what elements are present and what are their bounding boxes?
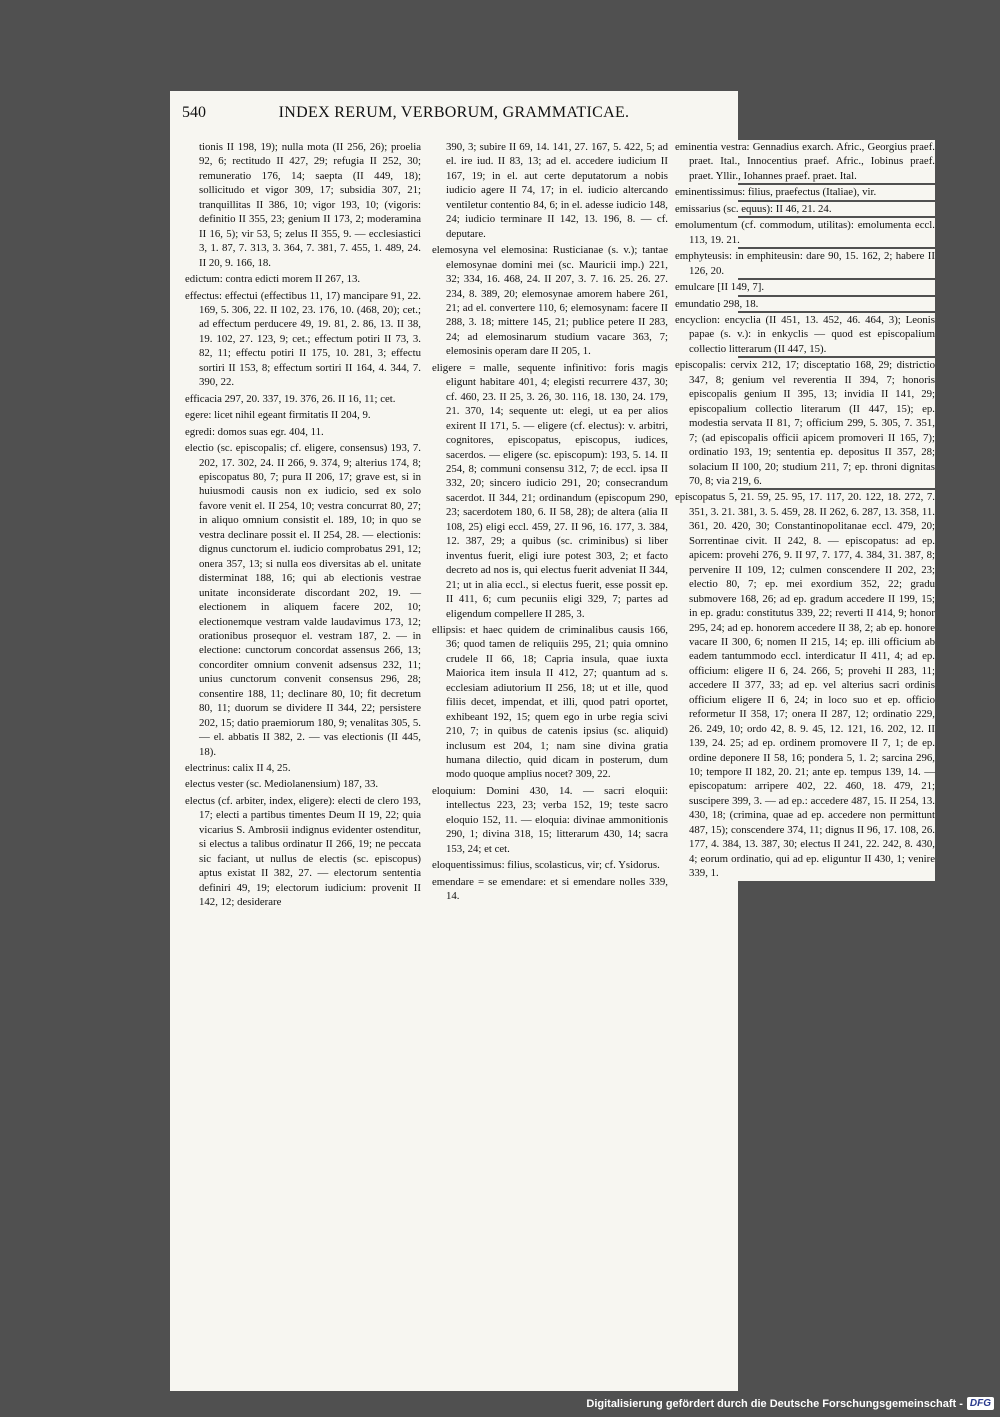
index-entry: elemosyna vel elemosina: Rusticianae (s. v.); tantae elemosynae domini mei (sc. Mauricii imp.) 221, 32; 334, 16. 468, 24. II 207, 3. 7. 16. 25. 26. 27. 234, 8. 389, 20; elemosynae amorem habere 261, 21; ad el. convertere 110, 6; elemosynam: facere II 288, 3. 18; mittere 145, 21; publice petere II 283, 24; ad elemosinarum studium vacare 363, 7; elemosinis operam dare II 205, 1.	[432, 244, 668, 358]
index-entry: 390, 3; subire II 69, 14. 141, 27. 167, 5. 422, 5; ad el. ire iud. II 83, 13; ad el. accedere iudicium II 167, 19; in el. aut certe deputatorum a nobis iudicio agere II 74, 17; in el. iudicio altercando ventiletur contentio 84, 6; in el. adesse iudicio 148, 24; iudicio terminare II 142, 13. 196, 8. — cf. deputare.	[446, 141, 668, 240]
page-number: 540	[182, 104, 206, 121]
index-entry: ellipsis: et haec quidem de criminalibus causis 166, 36; quod tamen de reliquiis 295, 21; quia omnino crudele II 66, 18; Capria insula, quae iuxta Maiorica item insula II 412, 27; quantum ad s. ecclesiam adiutorium II 256, 18; ut et ille, quod filiis decet, impendat, et illi, quod patri oportet, exhibeant 192, 15; quem ego in urbe regia scivi 210, 7; in quibus de catenis ipsius (sc. aliquid) inclusum est 204, 1; nam sine divina gratia humana dilectio, quid dicam in posterum, dum modo quoque amplius nocet? 309, 22.	[432, 623, 668, 781]
index-entry: emendare = se emendare: et si emendare nolles 339, 14.	[432, 875, 668, 903]
index-entry: encyclion: encyclia (II 451, 13. 452, 46. 464, 3); Leonis papae (s. v.): in enkyclis — quod est episcopalium collectio litterarum (II 447, 15).	[675, 313, 935, 355]
column-middle	[432, 140, 668, 905]
index-entry: tionis II 198, 19); nulla mota (II 256, 26); proelia 92, 6; rectitudo II 427, 29; refugia II 252, 30; remuneratio 176, 14; saepta (II 449, 18); sollicitudo et vigor 309, 17; subsidia 307, 21; tranquillitas II 386, 10; vigor 193, 10; (vigoris: definitio II 355, 23; genium II 173, 2; moderamina II 16, 5); vir 53, 5; zelus II 355, 9. — ecclesiastici 3, 1. 87, 7. 313, 3. 364, 7. 381, 7. 455, 1. 489, 24. II 20, 9. 166, 18.	[199, 141, 421, 269]
index-entry: eminentissimus: filius, praefectus (Italiae), vir.	[675, 185, 935, 199]
footer-funding-note	[586, 1397, 994, 1410]
footer-text: Digitalisierung gefördert durch die Deutsche Forschungsgemeinschaft -	[586, 1397, 963, 1410]
column-left	[185, 140, 421, 911]
dfg-logo: DFG	[967, 1397, 994, 1410]
index-entry: effectus: effectui (effectibus 11, 17) mancipare 91, 22. 169, 5. 306, 22. II 102, 23. 176, 10. (468, 20); cet.; ad effectum perducere 49, 19. 81, 2. 86, 13. II 38, 19. 102, 27. 123, 9; cet.; effectum potiri II 73, 3. 82, 11; effectu potiri II 175, 10. 281, 3; effectu sortiri II 153, 8; effectum sortiri II 164, 4. 344, 7. 390, 22.	[185, 289, 421, 389]
index-entry: emolumentum (cf. commodum, utilitas): emolumenta eccl. 113, 19. 21.	[675, 219, 935, 246]
index-entry: emulcare [II 149, 7].	[675, 280, 935, 294]
index-entry: emundatio 298, 18.	[675, 297, 935, 311]
index-entry: electio (sc. episcopalis; cf. eligere, consensus) 193, 7. 202, 17. 302, 24. II 266, 9. 374, 9; alterius 174, 8; episcopatus 80, 7; pura II 206, 17; grave est, si in huiusmodi causis non ex iudicio, sed ex solo favore venit el. II 254, 10; vestra concurrat 80, 27; in aliquo omnium consistit el. 189, 10; in quo se vestra declinare possit el. II 254, 28. — electionis: dignus cunctorum el. iudicio comprobatus 291, 12; onera 357, 13; si nulla eos diversitas ab el. unitate disterminat 188, 16; qui ab electionis vestrae unitate inconsiderate discordant 202, 19. — electionem in aliquem facere 202, 10; electionemque vestram valde laudavimus 173, 12; orationibus prosequor el. vestram 187, 2. — in electione: cunctorum concordat assensus 266, 13; concorditer omnium convenit adsensus 232, 11; unius cunctorum convenit consensus 296, 28; consentire 188, 11; declinare 80, 10; fit decretum 80, 11; duorum se dividere II 344, 22; persistere 202, 15; datio praemiorum 180, 9; venalitas 305, 5. — el. abbatis II 382, 2. — vas electionis (II 445, 18).	[185, 442, 421, 758]
index-entry: eloquentissimus: filius, scolasticus, vir; cf. Ysidorus.	[432, 859, 660, 872]
index-entry: edictum: contra edicti morem II 267, 13.	[185, 273, 361, 286]
index-entry: egere: licet nihil egeant firmitatis II 204, 9.	[185, 409, 371, 422]
index-entry: electus vester (sc. Mediolanensium) 187, 33.	[185, 778, 379, 791]
index-entry: electrinus: calix II 4, 25.	[185, 762, 291, 775]
index-entry: emphyteusis: in emphiteusin: dare 90, 15. 162, 2; habere II 126, 20.	[675, 250, 935, 277]
index-entry: electus (cf. arbiter, index, eligere): electi de clero 193, 17; electi a partibus timentes Deum II 19, 22; quia vicarius S. Ambrosii indignus evidenter ostenditur, si electus a talibus ordinatur II 266, 19; ne peccata sic faciant, ut nullus de electis (sc. episcopus) aptus existat II 382, 27. — electorum sententia definiri 49, 19; electorum iudicium: provenit II 142, 12; desiderare	[185, 794, 421, 909]
index-entry: eminentia vestra: Gennadius exarch. Afric., Georgius praef. praet. Ital., Innocentius praef. Afric., Iobinus praef. praet. Yllir., Iohannes praef. praet. Ital.	[675, 141, 935, 182]
index-entry: episcopatus 5, 21. 59, 25. 95, 17. 117, 20. 122, 18. 272, 7. 351, 3. 21. 381, 3. 5. 459, 28. II 262, 6. 287, 13. 358, 11. 361, 20. 420, 30; Constantinopolitanae eccl. 479, 20; Sorrentinae civit. II 242, 8. — episcopatus: ad ep. apicem: provehi 276, 9. II 97, 7. 177, 4. 384, 31. 387, 8; pervenire II 109, 12; culmen conscendere II 202, 23; electio 80, 7; ep. mei exordium 352, 22; gradu submovere 168, 26; ad ep. gradum accedere II 199, 15; in ep. gradu: constitutus 339, 22; reverti II 414, 9; honor 295, 24; ad ep. honorem accedere II 38, 2; ab ep. honore vacare II 300, 6; nomen II 215, 14; ep. illi officium ab eadem tantummodo eccl. interdicatur II 411, 4; ad ep. officium: eligere II 6, 24. 266, 5; provehi II 283, 11; accedere II 377, 33; ad ep. vel alterius sacri ordinis officium eligere II 6, 24; in loco suo et ep. officio reformetur II 358, 17; onera II 287, 12; ordinatio 229, 26. 249, 10; ordo 42, 8. 9. 45, 12. 121, 16. 202, 12. II 139, 24. 25; ad ep. ordinem promovere II 7, 1; de ep. ordine deponere II 58, 16; pondera 5, 1. 2; sarcina 296, 10; tempore II 182, 20. 21; ante ep. tempus 139, 14. — episcopatum: arripere 402, 22. 460, 18. 479, 21; suscipere 399, 3. — ad ep.: accedere 487, 15. II 254, 13. 430, 18; (crimina, quae ad ep. accedere non permittunt 487, 15); conscendere 374, 11; dignus II 96, 17. 108, 26. 177, 4. 384, 13. 387, 30; electus II 241, 22. 242, 8. 430, 4; eorum ordinatio, qui ad ep. eliguntur II 430, 1; venire 339, 1.	[675, 491, 935, 880]
index-entry: emissarius (sc. equus): II 46, 21. 24.	[675, 202, 935, 216]
index-entry: egredi: domos suas egr. 404, 11.	[185, 425, 324, 438]
column-right	[675, 140, 935, 882]
index-entry: eloquium: Domini 430, 14. — sacri eloquii: intellectus 223, 23; verba 152, 19; teste sacro eloquio 152, 11. — eloquia: divinae ammonitionis 290, 1; divina 318, 15; litterarum 430, 14; sacra 153, 24; et cet.	[432, 784, 668, 855]
index-entry: episcopalis: cervix 212, 17; disceptatio 168, 29; districtio 347, 8; genium vel reverentia II 394, 7; honoris episcopalis genium II 395, 13; invidia II 141, 29; episcopalium collectio literarum (II 447, 15); ep. modestia servata II 81, 7; officium 299, 5. 305, 7. 351, 7; (ad episcopalis officii apicem promoveri II 165, 7); ordinatio 193, 19; sententia ep. depositus II 357, 28; solacium II 100, 20; studium 211, 7; ep. throni dignitas 70, 8; via 219, 6.	[675, 359, 935, 487]
index-entry: efficacia 297, 20. 337, 19. 376, 26. II 16, 11; cet.	[185, 392, 396, 405]
index-entry: eligere = malle, sequente infinitivo: foris magis eligunt habitare 401, 4; elegisti recurrere 437, 30; cf. 460, 23. II 25, 3. 26, 30. 116, 18. 130, 24. 179, 21. 370, 14; sequente ut: elegi, ut ea per alios exirent II 171, 5. — eligere (cf. electus): v. arbitri, cognitores, episcopatus, episcopus, iudices, sacerdos. — eligere (sc. episcopum): 193, 5. 14. II 254, 8; communi consensu 312, 7; de eccl. ipsa II 332, 20; sincero iudicio 291, 20; consecrandum sacerdot. II 344, 21; ordinandum (episcopum 290, 23; sacerdotem 180, 6. II 58, 28); de altera (alia II 108, 25) eligi eccl. 459, 27. II 96, 16. 177, 3. 384, 12. 387, 29; a quibus (sc. criminibus) si liber inventus fuerit, eligi iure potest 303, 2; et facto decreto ad nos is, qui electus fuerit adveniat II 344, 21; ut in alia eccl., si electus fuerit, esse possit ep. II 411, 6; cum pecuniis eligi 329, 7; partes ad eligendum compellere II 285, 3.	[432, 361, 668, 620]
running-title: INDEX RERUM, VERBORUM, GRAMMATICAE.	[278, 104, 630, 121]
